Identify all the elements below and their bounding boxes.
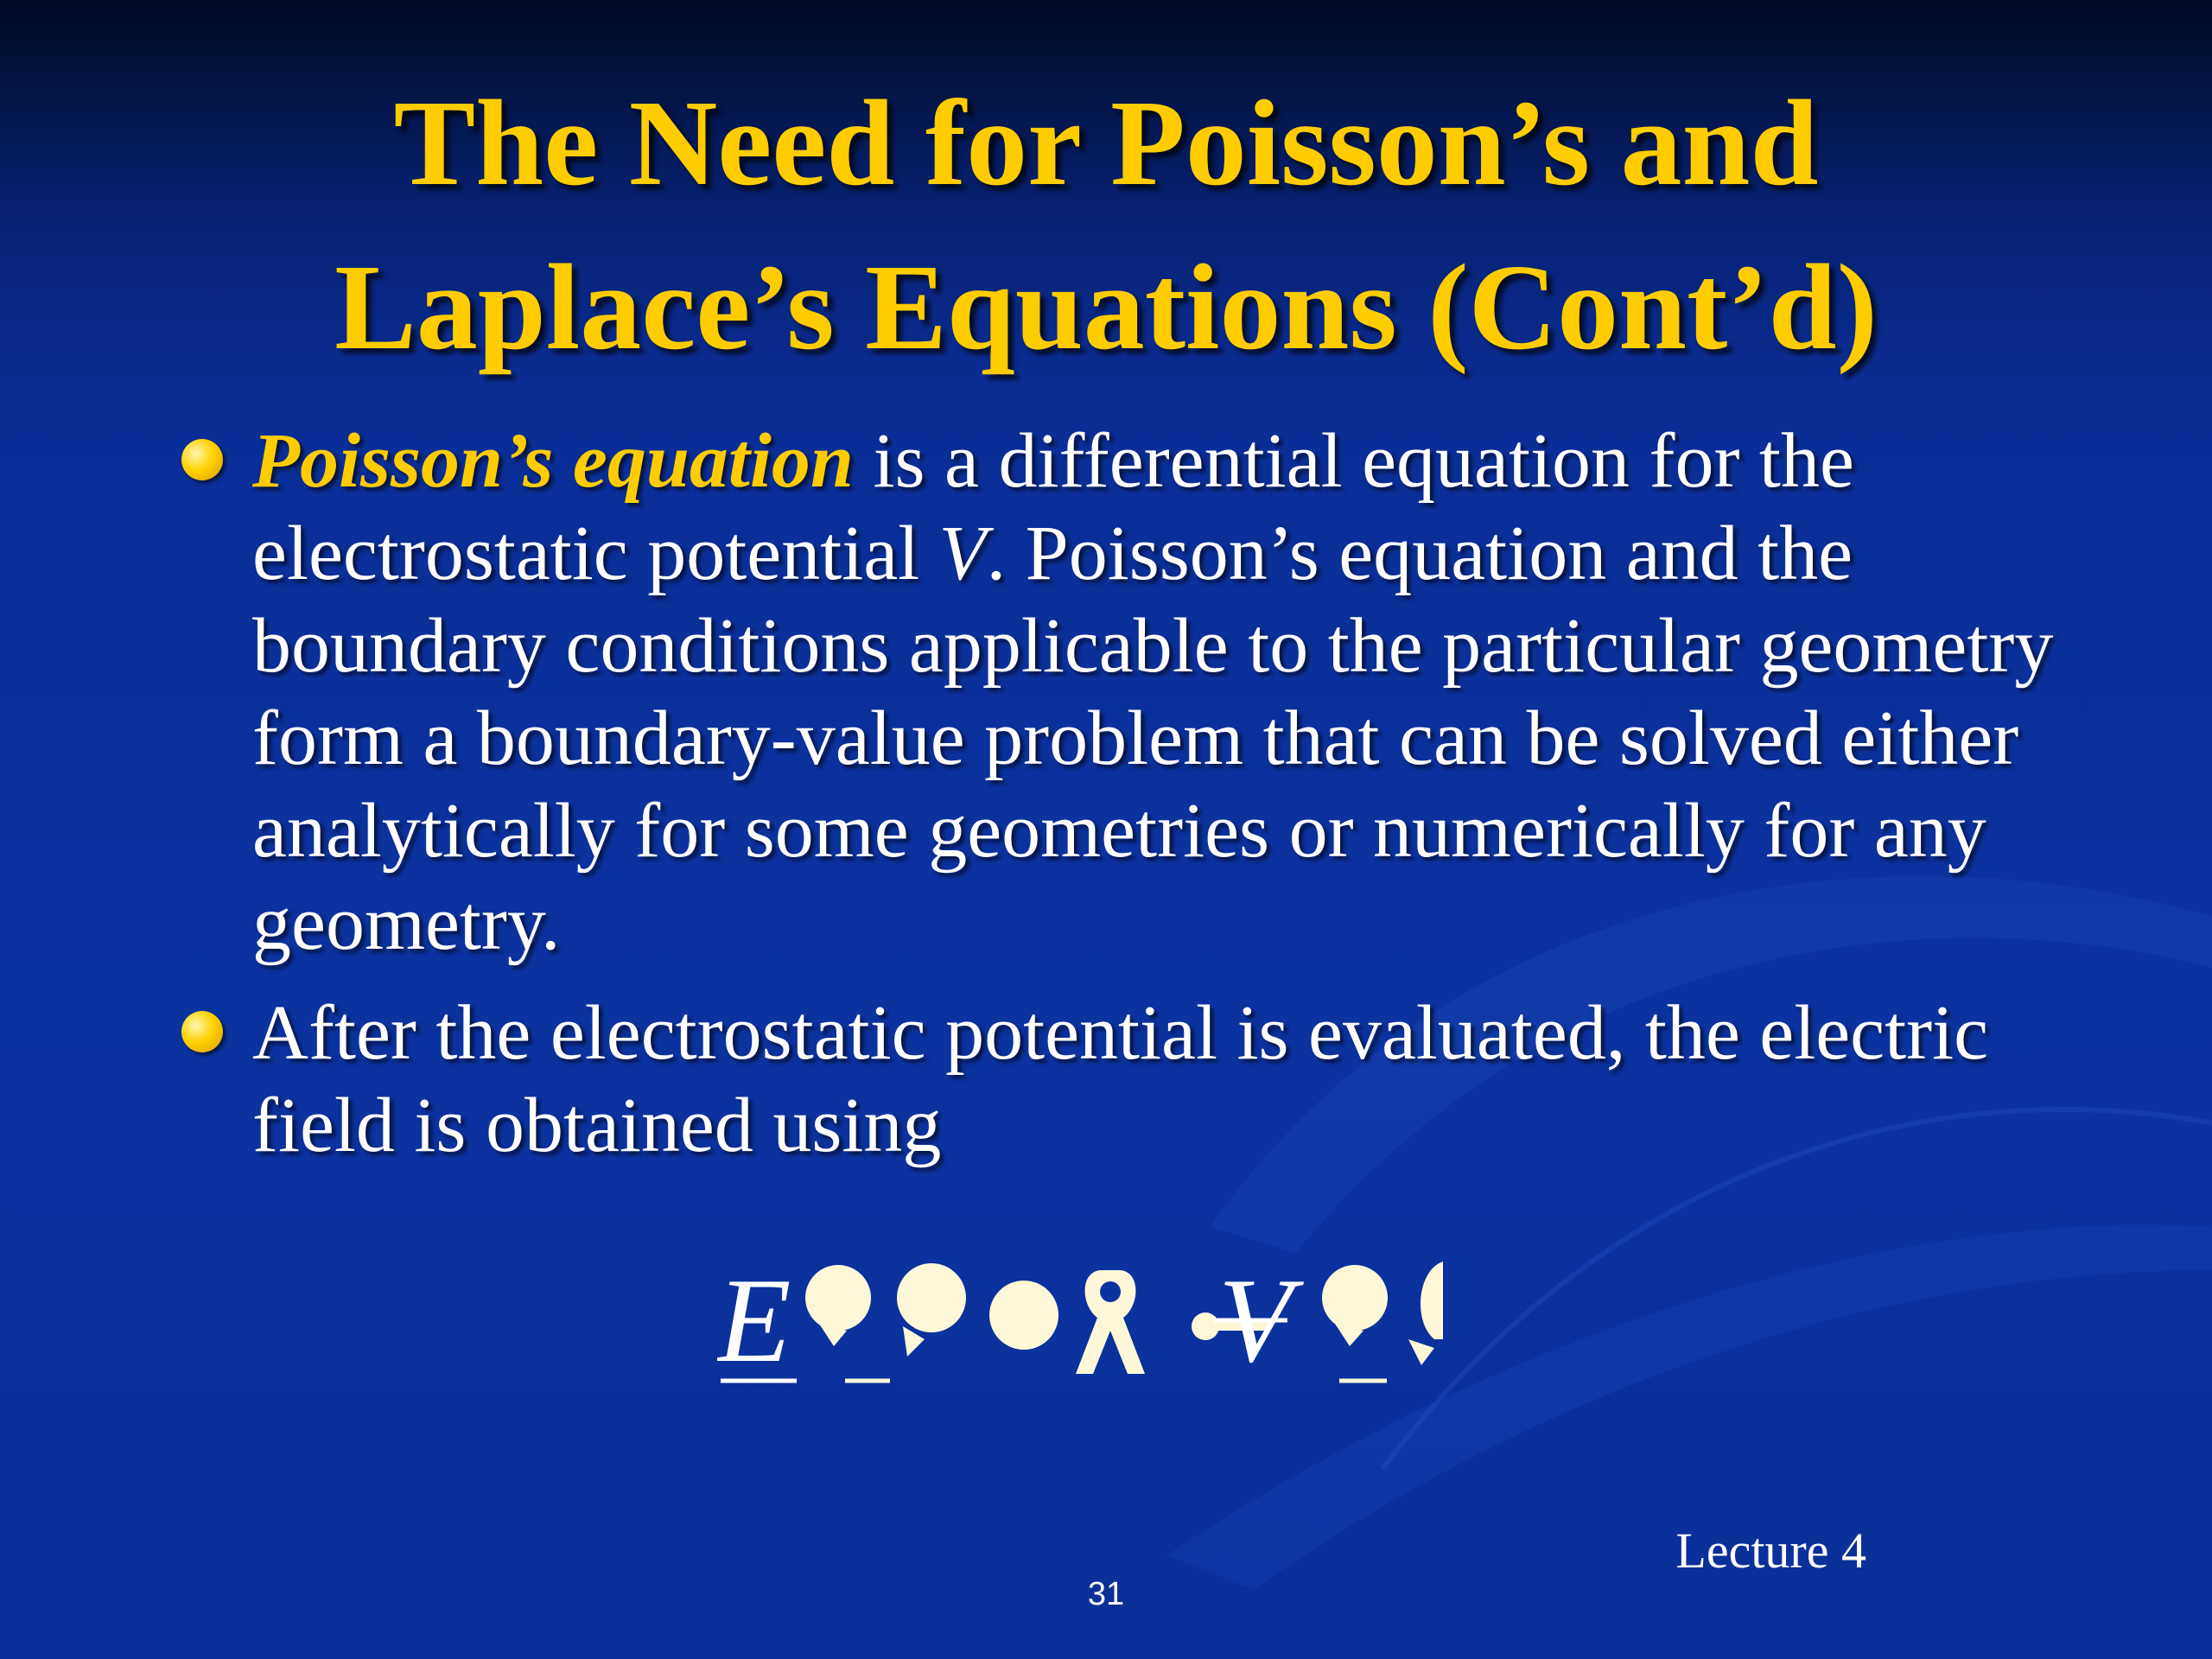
bullet-dot-icon: [181, 439, 223, 480]
garbled-symbols-icon: [805, 1262, 1443, 1381]
bullet-text-part-a: is a differential equation for the electrostatic potential: [252, 418, 1854, 596]
title-line-2: Laplace’s Equations (Cont’d): [334, 238, 1878, 375]
bullet-list: [173, 415, 2056, 1189]
variable-v: V: [938, 511, 987, 596]
bullet-item-electric-field: [173, 987, 2056, 1172]
formula-lhs-e: E: [717, 1254, 791, 1388]
title-line-1: The Need for Poisson’s and: [393, 74, 1819, 211]
formula-var-v: V: [1218, 1254, 1293, 1388]
bullet-item-poisson: [173, 415, 2056, 969]
emphasis-poissons-equation: Poisson’s equation: [252, 418, 854, 504]
bullet-text: After the electrostatic potential is evaluated, the electric field is obtained using: [252, 990, 1989, 1168]
electric-field-formula: [717, 1244, 1495, 1400]
slide-title: [0, 60, 2212, 389]
bullet-text-part-b: . Poisson’s equation and the boundary conditions applicable to the particular geometry form a boundary-value problem that can be solved either analytically for some geometries or numerically for any geometry.: [252, 511, 2054, 966]
page-number: 31: [1087, 1576, 1125, 1612]
formula-graphic: [717, 1244, 1495, 1400]
lecture-label: Lecture 4: [1675, 1522, 1866, 1579]
bullet-dot-icon: [181, 1011, 223, 1052]
